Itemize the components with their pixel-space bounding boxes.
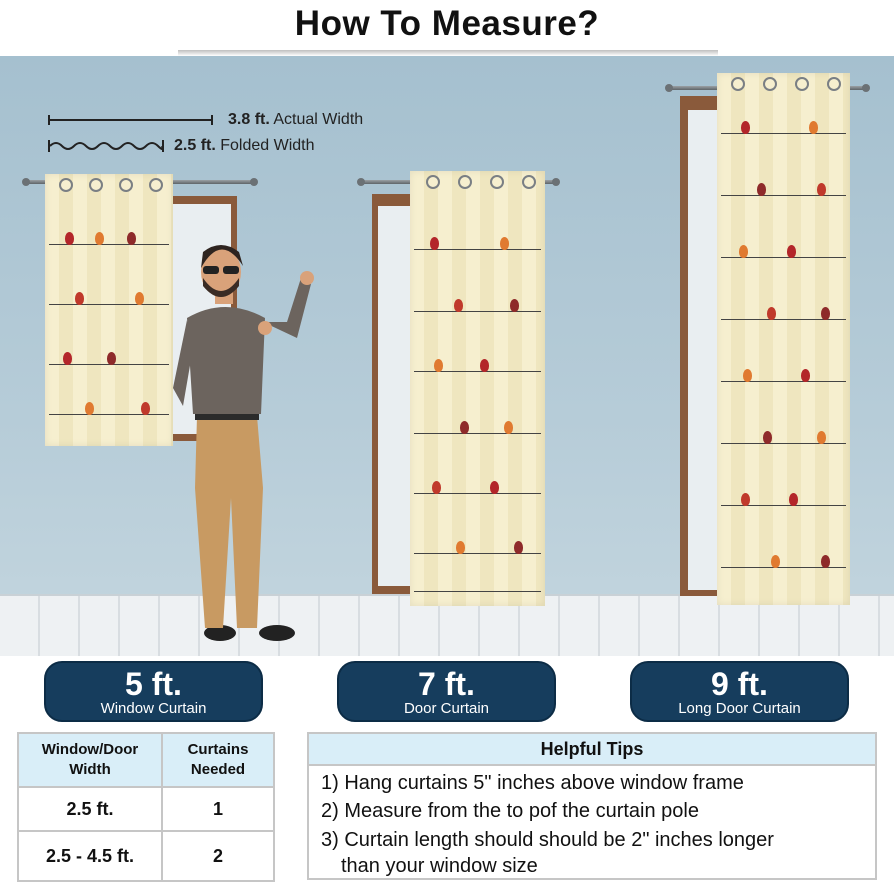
folded-width-text	[174, 137, 315, 155]
table-cell-width: 2.5 - 4.5 ft.	[18, 831, 162, 881]
long-door-curtain-9ft	[717, 73, 850, 605]
rod-finial-2b	[552, 178, 560, 186]
helpful-tips-box	[307, 732, 877, 880]
folded-width-label: Folded Width	[220, 137, 315, 154]
size-table	[17, 732, 275, 882]
table-header-width: Window/Door Width	[18, 733, 162, 787]
pill-size: 9 ft.	[711, 666, 768, 702]
table-cell-needed: 1	[162, 787, 274, 831]
rod-finial-1a	[22, 178, 30, 186]
rod-finial-3a	[665, 84, 673, 92]
pill-door-curtain	[337, 661, 556, 722]
room-scene	[0, 56, 894, 656]
table-row	[18, 831, 274, 881]
actual-width-label: Actual Width	[273, 111, 364, 128]
rod-finial-2a	[357, 178, 365, 186]
actual-width-text	[228, 111, 363, 129]
door-curtain-7ft	[410, 171, 545, 606]
table-row	[18, 787, 274, 831]
pill-label: Door Curtain	[403, 700, 490, 717]
table-cell-width: 2.5 ft.	[18, 787, 162, 831]
table-header-needed: Curtains Needed	[162, 733, 274, 787]
window-curtain-5ft	[45, 174, 173, 446]
tips-title: Helpful Tips	[309, 734, 875, 766]
actual-width-line	[48, 119, 213, 121]
tip-item: 1) Hang curtains 5" inches above window frame	[321, 772, 744, 794]
pill-size: 7 ft.	[418, 666, 475, 702]
pill-size: 5 ft.	[125, 666, 182, 702]
actual-width-value: 3.8 ft.	[228, 111, 270, 128]
rod-finial-1b	[250, 178, 258, 186]
page-title: How To Measure?	[294, 4, 600, 43]
rod-finial-3b	[862, 84, 870, 92]
title-bar	[0, 0, 894, 56]
man-figure	[165, 238, 330, 648]
tip-item: 3) Curtain length should should be 2" inches longer	[321, 829, 774, 851]
folded-width-wave	[48, 139, 164, 153]
table-cell-needed: 2	[162, 831, 274, 881]
pill-label: Long Door Curtain	[678, 700, 801, 717]
pill-label: Window Curtain	[100, 700, 207, 717]
pill-window-curtain	[44, 661, 263, 722]
measure-tick-right	[211, 115, 213, 125]
pill-long-door-curtain	[630, 661, 849, 722]
tip-item-continued: than your window size	[341, 855, 538, 877]
tip-item: 2) Measure from the to pof the curtain pole	[321, 800, 699, 822]
folded-width-value: 2.5 ft.	[174, 137, 216, 154]
